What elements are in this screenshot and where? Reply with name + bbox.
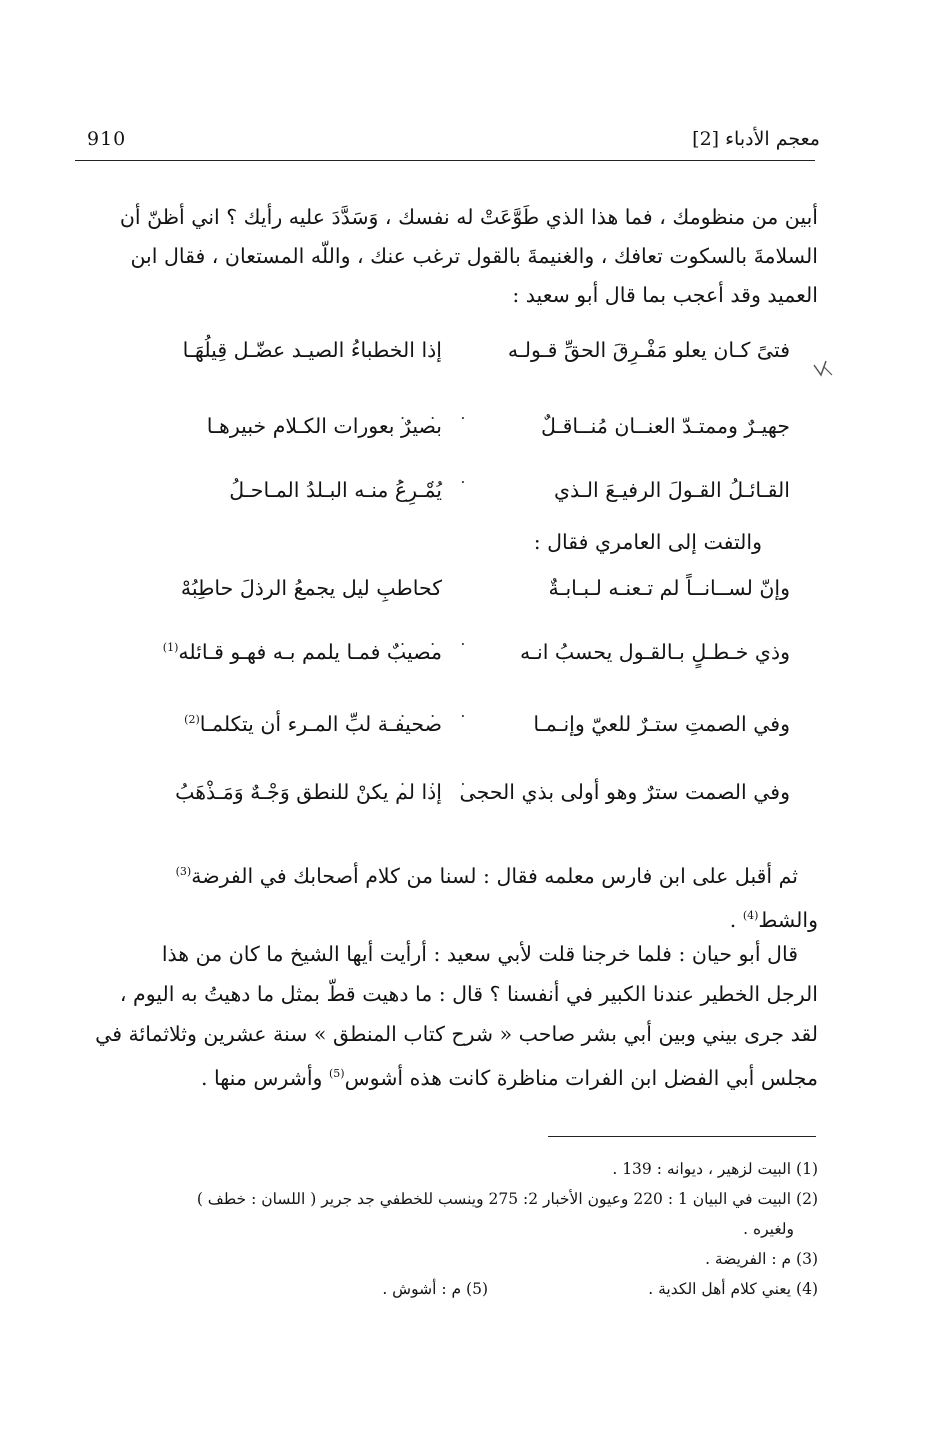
footnote: (3) م : الفريضة . xyxy=(705,1250,818,1268)
footnote-continuation: ولغيره . xyxy=(743,1220,794,1238)
hemistich-text: صحيفـة لبِّ المـرء أن يتكلمـا xyxy=(199,712,442,736)
verse-second-hemistich: يُمْـرِعُ منـه البـلدُ المـاحـلُ xyxy=(229,478,442,502)
verse-line xyxy=(0,330,932,374)
line-text: والشط xyxy=(758,907,818,932)
verse-line xyxy=(0,568,932,612)
page-number: 910 xyxy=(87,128,127,150)
footnote-ref: (4) xyxy=(742,908,759,922)
verse-separator-dots: . . . xyxy=(400,630,476,649)
verse-first-hemistich: وذي خـطـلٍ بـالقـول يحسبُ انـه xyxy=(520,640,790,664)
verse-second-hemistich: إذا لم يكنْ للنطق وَجْـهٌ وَمَـذْهَبُ xyxy=(175,780,442,804)
footnote: (5) م : أشوش . xyxy=(382,1280,488,1298)
line-end: . xyxy=(729,907,743,932)
hemistich-text: مصيبٌ فمـا يلمم بـه فهـو قـائله xyxy=(178,640,442,664)
verse-line xyxy=(0,704,932,748)
verse-first-hemistich: جهيـرٌ وممتـدّ العنــان مُنــاقـلٌ xyxy=(541,414,790,438)
verse-separator-dots: . . . xyxy=(400,770,476,789)
line-end: وأشرس منها . xyxy=(200,1065,329,1090)
verse-second-hemistich: إذا الخطباءُ الصيـد عضّـل قِيلُهَـا xyxy=(182,338,442,362)
text-line: أبين من منظومك ، فما هذا الذي طَوَّعَتْ له نفسك ، وَسَدَّدَ عليه رأيك ؟ اني أظنّ أن xyxy=(119,205,818,229)
verse-first-hemistich: وفي الصمت سترٌ وهو أولى بذي الحجى xyxy=(459,780,790,804)
verse-second-hemistich xyxy=(112,640,442,664)
verse-second-hemistich xyxy=(112,712,442,736)
text-line: قال أبو حيان : فلما خرجنا قلت لأبي سعيد : أرأيت أيها الشيخ ما كان من هذا xyxy=(161,942,798,966)
response-paragraph xyxy=(75,852,818,940)
footnote-ref: (5) xyxy=(328,1067,345,1080)
line-text: ثم أقبل على ابن فارس معلمه فقال : لسنا من كلام أصحابك في الفرضة xyxy=(191,863,798,888)
footnote: (1) البيت لزهير ، ديوانه : 139 . xyxy=(612,1160,818,1178)
footnote-rule xyxy=(548,1136,816,1137)
footnote-ref: (1) xyxy=(162,641,179,655)
verse-line xyxy=(0,406,932,450)
footnote-row xyxy=(75,1274,818,1304)
book-title: معجم الأدباء [2] xyxy=(692,128,820,150)
verse-second-hemistich: كحاطبِ ليل يجمعُ الرذلَ حاطِبُهْ xyxy=(180,576,442,600)
verse-line xyxy=(0,772,932,816)
text-line xyxy=(75,852,818,896)
verse-first-hemistich: وفي الصمتِ ستـرٌ للعيّ وإنـمـا xyxy=(533,712,790,736)
verse-separator-dots: . . . xyxy=(400,404,476,423)
verse-first-hemistich: وإنّ لســانــاً لم تـعنـه لـبـابـةٌ xyxy=(548,576,790,600)
footnote: (4) يعني كلام أهل الكدية . xyxy=(648,1280,818,1298)
narrative-paragraph xyxy=(75,934,818,1098)
footnote-ref: (2) xyxy=(184,713,200,727)
text-line: الرجل الخطير عندنا الكبير في أنفسنا ؟ قال : ما دهيت قطّ بمثل ما دهيتُ به اليوم ، xyxy=(119,982,818,1006)
verse-separator-dots: . . . xyxy=(400,468,476,487)
footnote-ref: (3) xyxy=(175,865,192,878)
header-rule xyxy=(75,160,815,161)
verse-second-hemistich: بصيرٌ بعورات الكـلام خبيرهـا xyxy=(206,414,442,438)
verse-separator-dots: . . . xyxy=(400,702,476,721)
footnotes xyxy=(75,1154,818,1304)
text-line: لقد جرى بيني وبين أبي بشر صاحب « شرح كتاب المنطق » سنة عشرين وثلاثمائة في xyxy=(95,1022,818,1046)
verse-first-hemistich: فتىً كـان يعلو مَفْـرِقَ الحقِّ قـولـه xyxy=(507,338,790,362)
text-line xyxy=(75,1054,818,1098)
transition-line: والتفت إلى العامري فقال : xyxy=(533,530,762,554)
text-line: السلامةَ بالسكوت تعافك ، والغنيمةَ بالقول ترغب عنك ، واللّه المستعان ، فقال ابن xyxy=(130,244,818,268)
footnote: (2) البيت في البيان 1 : 220 وعيون الأخبار 2: 275 وينسب للخطفي جد جرير ( اللسان : خطف ) xyxy=(196,1190,818,1208)
verse-line xyxy=(0,470,932,514)
intro-paragraph xyxy=(75,198,818,315)
text-line: العميد وقد أعجب بما قال أبو سعيد : xyxy=(512,283,818,307)
line-text: مجلس أبي الفضل ابن الفرات مناظرة كانت هذه أشوس xyxy=(344,1065,818,1090)
verse-line xyxy=(0,632,932,676)
verse-first-hemistich: القـائـلُ القـولَ الرفيـعَ الـذي xyxy=(553,478,790,502)
